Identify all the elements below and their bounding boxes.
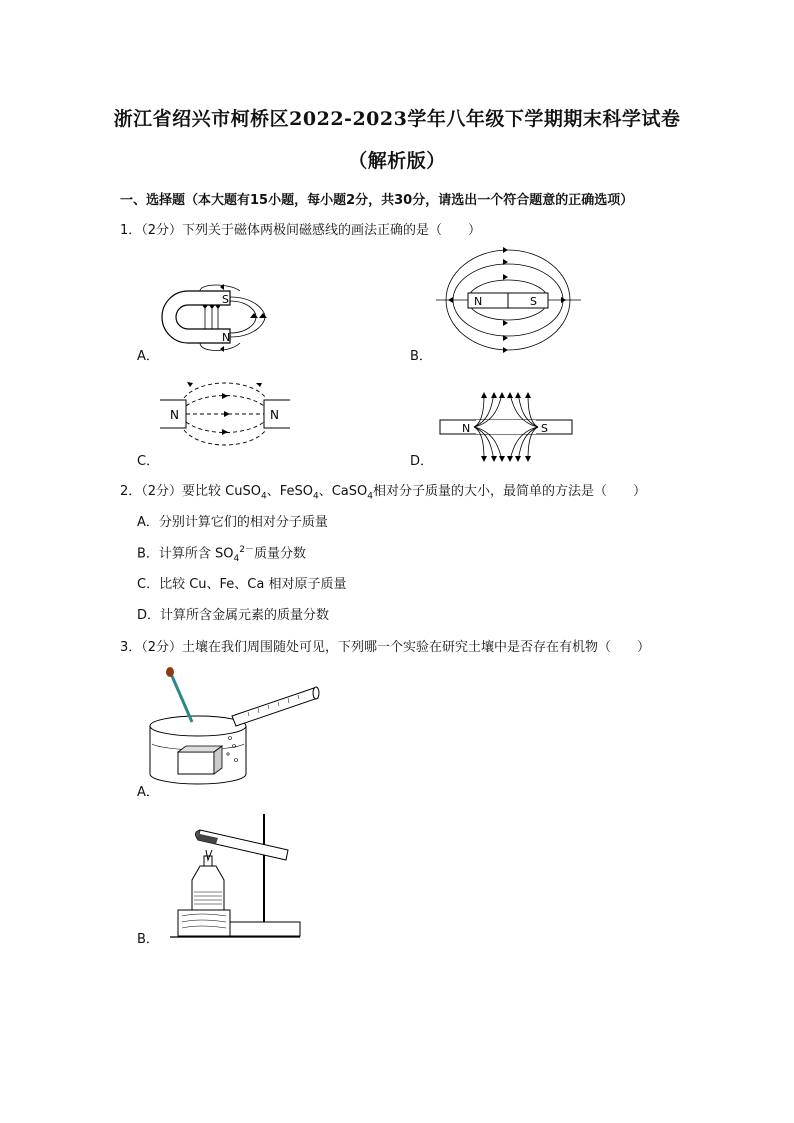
d-magnet-s: S	[541, 422, 548, 435]
document-title: 浙江省绍兴市柯桥区2022-2023学年八年级下学期期末科学试卷	[113, 108, 681, 130]
section-heading: 一、选择题（本大题有15小题，每小题2分，共30分，请选出一个符合题意的正确选项）	[120, 193, 634, 208]
magnet-n-pole: N	[222, 331, 231, 344]
q3-option-b-figure	[170, 810, 305, 940]
q2-option-b: B．计算所含 $SO_4^{2-}$质量分数	[137, 545, 307, 564]
q1-stem: 1．（2分）下列关于磁体两极间磁感线的画法正确的是（ ）	[120, 223, 482, 238]
q2-stem: 2．（2分）要比较 CuSO$_4$、FeSO$_4$、CaSO$_4$相对分子质量的大小，最简单的方法是（ ）	[120, 484, 646, 502]
q1-option-d-label: D．	[410, 454, 434, 469]
q2-option-d: D．计算所含金属元素的质量分数	[137, 608, 330, 623]
q3-stem: 3．（2分）土壤在我们周围随处可见，下列哪一个实验在研究土壤中是否存在有机物（ ）	[120, 640, 651, 655]
q1-option-c-figure	[160, 378, 290, 450]
q3-option-a-figure	[148, 666, 323, 786]
q1-option-b-figure	[436, 242, 581, 357]
q2-option-a: A．分别计算它们的相对分子质量	[137, 515, 328, 530]
q3-option-b-label: B．	[137, 932, 159, 947]
q1-option-c-label: C．	[137, 454, 160, 469]
b-magnet-s: S	[530, 295, 537, 308]
c-right-n: N	[270, 408, 279, 422]
q1-option-b-label: B．	[410, 349, 432, 364]
q1-option-d-figure	[436, 392, 576, 462]
document-subtitle: （解析版）	[348, 150, 446, 172]
q2-option-c: C．比较 Cu、Fe、Ca 相对原子质量	[137, 577, 347, 592]
q1-option-a-label: A．	[137, 349, 159, 364]
magnet-s-pole: S	[222, 293, 229, 306]
c-left-n: N	[170, 408, 179, 422]
b-magnet-n: N	[474, 295, 483, 308]
q1-option-a-figure	[160, 283, 275, 355]
d-magnet-n: N	[462, 422, 471, 435]
q3-option-a-label: A．	[137, 785, 159, 800]
